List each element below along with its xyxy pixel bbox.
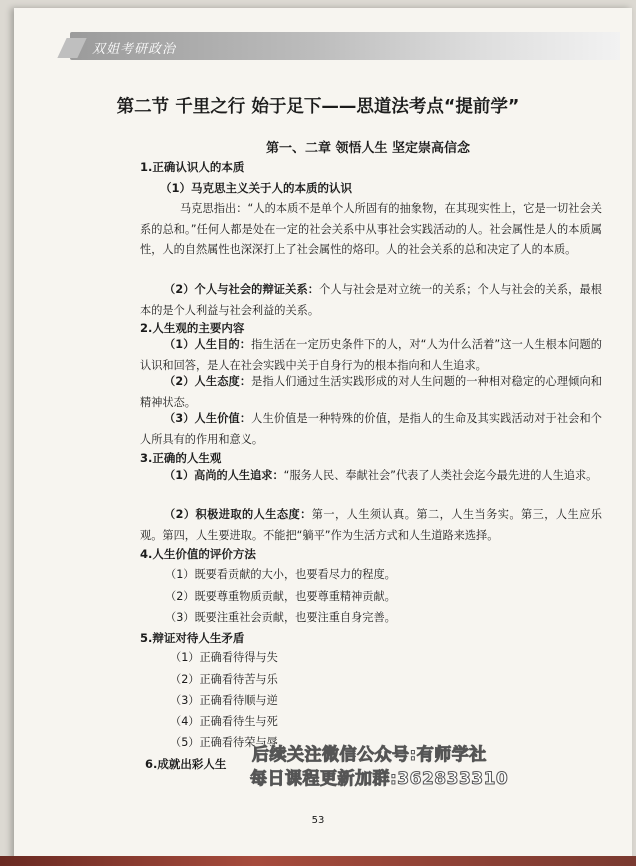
bottom-edge-strip <box>0 856 636 866</box>
s6-heading: 6.成就出彩人生 <box>145 757 227 771</box>
s4-item-2: （2）既要尊重物质贡献，也要尊重精神贡献。 <box>165 590 396 603</box>
s3-item2-text: 第一，人生须认真。第二，人生当务实。第三，人生应乐观。第四，人生要进取。不能把“躺平”作为生活方式和人生道路来选择。 <box>140 508 602 542</box>
chapter-title: 第一、二章 领悟人生 坚定崇高信念 <box>265 141 471 156</box>
s4-heading: 4.人生价值的评价方法 <box>140 547 256 561</box>
s2-item3-paragraph <box>140 409 602 450</box>
s1-paragraph-marx: 马克思指出：“人的本质不是单个人所固有的抽象物，在其现实性上，它是一切社会关系的总和。”任何人都是处在一定的社会关系中从事社会实践活动的人。社会属性是人的本质属性，人的自然属性也深深打上了社会属性的烙印。人的社会关系的总和决定了人的本质。 <box>140 202 602 256</box>
s5-item-4: （4）正确看待生与死 <box>170 715 278 728</box>
section-title: 第二节 千里之行 始于足下——思道法考点“提前学” <box>116 97 520 117</box>
s1-sub2-label: （2）个人与社会的辩证关系： <box>164 283 320 296</box>
s2-item1-text: 指生活在一定历史条件下的人，对“人为什么活着”这一人生根本问题的认识和回答，是人在社会实践中关于自身行为的根本指向和人生追求。 <box>140 338 602 372</box>
s1-sub1: （1）马克思主义关于人的本质的认识 <box>160 181 352 195</box>
watermark-line-1: 后续关注微信公众号:有师学社 <box>252 745 487 765</box>
s4-item-1: （1）既要看贡献的大小，也要看尽力的程度。 <box>165 568 396 581</box>
s3-item1-paragraph <box>140 466 602 487</box>
s1-sub2-paragraph <box>140 280 602 321</box>
page-number: 53 <box>311 815 325 826</box>
s3-item1-label: （1）高尚的人生追求： <box>164 469 284 482</box>
s5-heading: 5.辩证对待人生矛盾 <box>140 631 245 645</box>
s2-item1-label: （1）人生目的： <box>164 338 252 351</box>
s3-heading: 3.正确的人生观 <box>140 451 222 465</box>
s2-item3-text: 人生价值是一种特殊的价值，是指人的生命及其实践活动对于社会和个人所具有的作用和意义。 <box>140 412 602 446</box>
s3-item2-paragraph <box>140 505 602 546</box>
s2-item2-text: 是指人们通过生活实践形成的对人生问题的一种相对稳定的心理倾向和精神状态。 <box>140 375 602 409</box>
s5-item-3: （3）正确看待顺与逆 <box>170 694 278 707</box>
s2-item2-paragraph <box>140 372 602 413</box>
s5-item-2: （2）正确看待苦与乐 <box>170 673 278 686</box>
s1-sub2-text: 个人与社会是对立统一的关系；个人与社会的关系，最根本的是个人利益与社会利益的关系。 <box>140 283 602 317</box>
s5-item-1: （1）正确看待得与失 <box>170 651 278 664</box>
s2-item1-paragraph <box>140 335 602 376</box>
s2-heading: 2.人生观的主要内容 <box>140 321 245 335</box>
s3-item2-label: （2）积极进取的人生态度： <box>164 508 312 521</box>
s1-heading: 1.正确认识人的本质 <box>140 160 245 174</box>
header-band-title: 双姐考研政治 <box>92 42 177 57</box>
s3-item1-text: “服务人民、奉献社会”代表了人类社会迄今最先进的人生追求。 <box>283 469 598 482</box>
watermark-line-2: 每日课程更新加群:362833310 <box>250 769 509 789</box>
s2-item3-label: （3）人生价值： <box>164 412 252 425</box>
s4-item-3: （3）既要注重社会贡献，也要注重自身完善。 <box>165 611 396 624</box>
s2-item2-label: （2）人生态度： <box>164 375 252 388</box>
s5-item-5: （5）正确看待荣与辱 <box>170 736 278 749</box>
